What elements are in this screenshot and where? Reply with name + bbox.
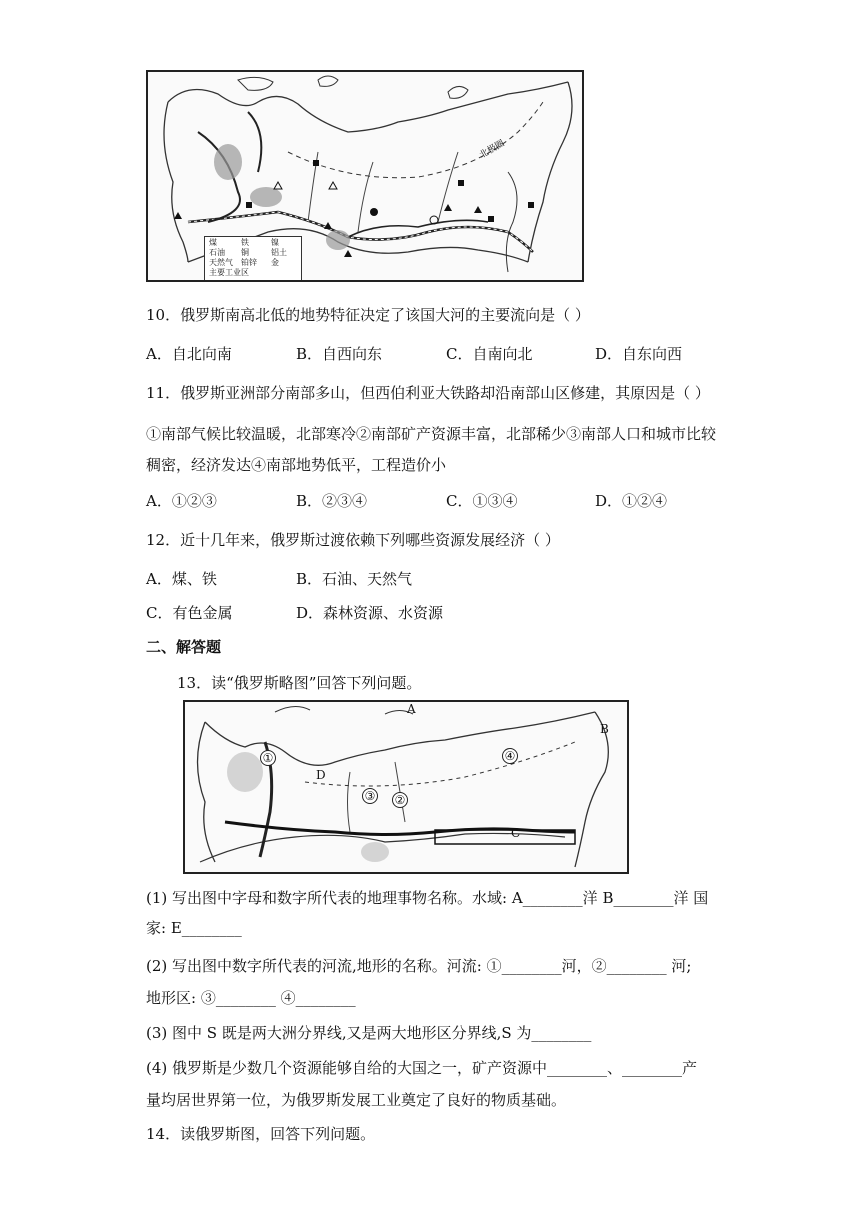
q12-option-c[interactable]: C．有色金属 [146,604,233,622]
q11-option-a[interactable]: A．①②③ [146,492,217,510]
legend-iron: 铁 [241,238,249,247]
q13-part4-line2: 量均居世界第一位，为俄罗斯发展工业奠定了良好的物质基础。 [146,1091,567,1109]
q10-option-c[interactable]: C．自南向北 [446,345,533,363]
russia-sketch-map [183,700,629,874]
arctic-circle-label: 北极圈 [478,138,507,161]
legend-coal: 煤 [209,238,217,247]
q12-option-a[interactable]: A．煤、铁 [146,570,217,588]
q14-stem: 14．读俄罗斯图，回答下列问题。 [146,1125,376,1143]
q10-option-b[interactable]: B．自西向东 [296,345,383,363]
legend-industrial-area: 主要工业区 [209,268,249,277]
q13-part1-line2: 家: E________ [146,919,242,937]
legend-bauxite: 铝土 [271,248,287,257]
q11-option-b[interactable]: B．②③④ [296,492,368,510]
marker-2: ② [392,792,408,808]
legend-gold: 金 [271,258,279,267]
q11-statements-line1: ①南部气候比较温暖，北部寒冷②南部矿产资源丰富，北部稀少③南部人口和城市比较 [146,425,717,443]
marker-1: ① [260,750,276,766]
q13-stem: 13．读“俄罗斯略图”回答下列问题。 [177,674,422,692]
russia-sketch-drawing [185,702,627,872]
marker-3: ③ [362,788,378,804]
q11-statements-line2: 稠密，经济发达④南部地势低平，工程造价小 [146,456,447,474]
label-a: A [407,702,416,716]
map-legend [204,236,302,282]
section-heading: 二、解答题 [146,638,222,656]
q12-option-d[interactable]: D．森林资源、水资源 [296,604,444,622]
legend-oil: 石油 [209,248,225,257]
legend-copper: 铜 [241,248,249,257]
resource-map [146,70,584,282]
q12-option-b[interactable]: B．石油、天然气 [296,570,413,588]
q13-part2-line2: 地形区: ③________ ④________ [146,989,356,1007]
q11-stem: 11．俄罗斯亚洲部分南部多山，但西伯利亚大铁路却沿南部山区修建，其原因是（ ） [146,384,710,402]
q13-part2-line1: (2) 写出图中数字所代表的河流,地形的名称。河流: ①________河，②________ 河; [146,957,692,975]
q10-stem: 10．俄罗斯南高北低的地势特征决定了该国大河的主要流向是（ ） [146,306,590,324]
q13-part3: (3) 图中 S 既是两大洲分界线,又是两大地形区分界线,S 为________ [146,1024,592,1042]
q13-part1-line1: (1) 写出图中字母和数字所代表的地理事物名称。水域: A________洋 B________洋 国 [146,889,709,907]
q12-stem: 12．近十几年来，俄罗斯过渡依赖下列哪些资源发展经济（ ） [146,531,560,549]
marker-4: ④ [502,748,518,764]
legend-lead-zinc: 铂锌 [241,258,257,267]
q10-option-a[interactable]: A．自北向南 [146,345,232,363]
q13-part4-line1: (4) 俄罗斯是少数几个资源能够自给的大国之一，矿产资源中________、________产 [146,1059,698,1077]
legend-nickel: 镍 [271,238,279,247]
label-b: B [600,722,609,736]
q11-option-d[interactable]: D．①②④ [595,492,668,510]
label-c: C [511,826,521,840]
q10-option-d[interactable]: D．自东向西 [595,345,683,363]
q11-option-c[interactable]: C．①③④ [446,492,518,510]
legend-gas: 天然气 [209,258,233,267]
label-d: D [316,768,326,782]
